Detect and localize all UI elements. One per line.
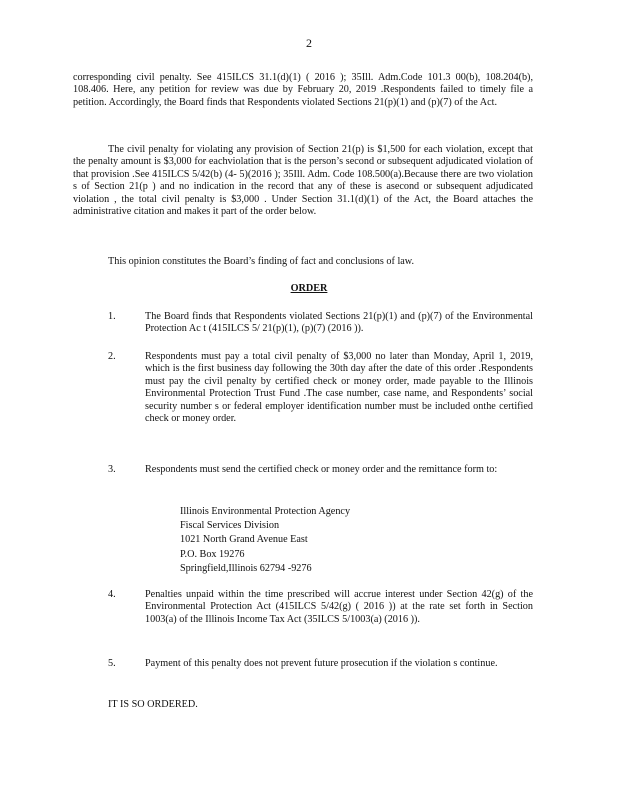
order-item-text: Penalties unpaid within the time prescribed will accrue interest under Section 42(g) of the Environmental Protection Act (415ILCS 5/42(g) ( 2016 )) at the rate set forth in Section 1003(a) of the Illinois Income Tax Act (35ILCS 5/1003(a) (2016 )).	[145, 589, 533, 625]
order-item-number: 3.	[108, 464, 116, 475]
page-number: 2	[306, 36, 312, 50]
order-item-number: 4.	[108, 589, 116, 600]
closing-statement: IT IS SO ORDERED.	[108, 699, 198, 710]
remittance-address	[180, 505, 350, 576]
order-item-text: The Board finds that Respondents violated Sections 21(p)(1) and (p)(7) of the Environmental Protection Ac t (415ILCS 5/ 21(p)(1), (p)(7) (2016 )).	[145, 311, 533, 335]
order-item-text: Payment of this penalty does not prevent future prosecution if the violation s continue.	[145, 658, 498, 669]
address-line: Fiscal Services Division	[180, 520, 280, 532]
paragraph-civil-penalty-amount: The civil penalty for violating any provision of Section 21(p) is $1,500 for each violation, except that the penalty amount is $3,000 for eachviolation that is the person’s second or subsequent adjudicated violation of that provision .See 415ILCS 5/42(b) (4- 5)(2016 ); 35Ill. Adm. Code 108.500(a).Because there are two violation s of Section 21(p ) and no indication in the record that any of these is asecond or subsequent adjudicated violation , the total civil penalty is $3,000 . Under Section 31.1(d)(1) of the Act, the Board attaches the administrative citation and makes it part of the order below.	[73, 144, 533, 218]
order-item-text: Respondents must pay a total civil penalty of $3,000 no later than Monday, April 1, 2019, which is the first business day following the 30th day after the date of this order .Respondents must pay the civil penalty by certified check or money order, made payable to the Illinois Environmental Protection Trust Fund .The case number, case name, and Respondents’ social security number s or federal employer identification number must be included onthe certified check or money order.	[145, 351, 533, 425]
address-line: 1021 North Grand Avenue East	[180, 534, 308, 546]
order-item-number: 1.	[108, 311, 116, 322]
order-item-text: Respondents must send the certified check or money order and the remittance form to:	[145, 464, 498, 475]
address-line: Springfield,Illinois 62794 -9276	[180, 562, 312, 574]
order-heading: ORDER	[290, 283, 328, 294]
address-line: Illinois Environmental Protection Agency	[180, 506, 351, 517]
order-item-number: 5.	[108, 658, 116, 669]
address-line: P.O. Box 19276	[180, 548, 245, 560]
order-item-number: 2.	[108, 351, 116, 362]
paragraph-civil-penalty-intro: corresponding civil penalty. See 415ILCS 31.1(d)(1) ( 2016 ); 35Ill. Adm.Code 101.3 00(b), 108.204(b), 108.406. Here, any petition for review was due by February 20, 2019 .Respondents failed to timely file a petition. Accordingly, the Board finds that Respondents violated Sections 21(p)(1) and (p)(7) of the Act.	[73, 72, 533, 108]
paragraph-findings-statement: This opinion constitutes the Board’s finding of fact and conclusions of law.	[108, 256, 415, 267]
